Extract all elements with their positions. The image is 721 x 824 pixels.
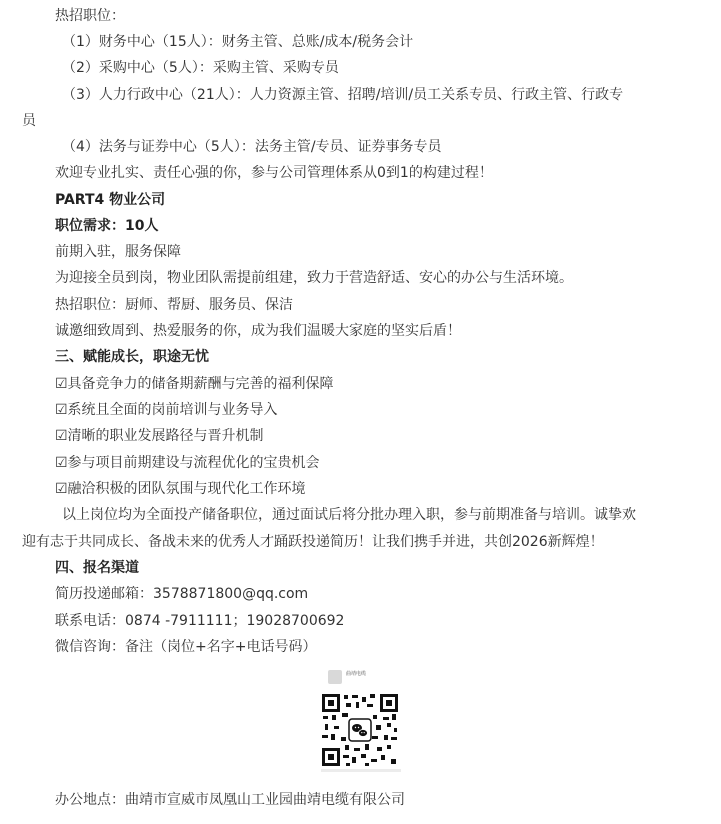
office-address: 办公地点：曲靖市宣威市凤凰山工业园曲靖电缆有限公司 — [55, 792, 405, 808]
property-desc: 为迎接全员到岗，物业团队需提前组建，致力于营造舒适、安心的办公与生活环境。 — [55, 270, 573, 286]
section4-heading: 四、报名渠道 — [55, 560, 139, 576]
position-hr-admin: （3）人力行政中心（21人）：人力资源主管、招聘/培训/员工关系专员、行政主管、行政专 — [62, 87, 624, 103]
contact-phone: 联系电话：0874 -7911111；19028700692 — [55, 613, 345, 629]
benefit-5: ☑融洽积极的团队氛围与现代化工作环境 — [55, 481, 306, 497]
welcome-text: 欢迎专业扎实、责任心强的你，参与公司管理体系从0到1的构建过程！ — [55, 165, 493, 181]
wechat-consult: 微信咨询：备注（岗位+名字+电话号码） — [55, 639, 317, 655]
qr-card-name: 曲靖电缆 — [346, 671, 367, 677]
qr-code-image — [321, 693, 399, 767]
position-purchasing: （2）采购中心（5人）：采购主管、采购专员 — [62, 60, 339, 76]
property-invite: 诚邀细致周到、热爱服务的你，成为我们温暖大家庭的坚实后盾！ — [55, 323, 461, 339]
benefit-1: ☑具备竞争力的储备期薪酬与完善的福利保障 — [55, 376, 334, 392]
hot-positions-title: 热招职位： — [55, 8, 125, 24]
summary-line-2: 迎有志于共同成长、备战未来的优秀人才踊跃投递简历！让我们携手并进，共创2026新辉煌！ — [22, 534, 604, 550]
position-finance: （1）财务中心（15人）：财务主管、总账/成本/税务会计 — [62, 34, 414, 50]
qr-code-card — [313, 665, 408, 775]
early-service: 前期入驻，服务保障 — [55, 244, 181, 260]
part4-heading: PART4 物业公司 — [55, 192, 166, 208]
benefit-4: ☑参与项目前期建设与流程优化的宝贵机会 — [55, 455, 320, 471]
position-hr-admin-cont: 员 — [22, 113, 36, 129]
benefit-2: ☑系统且全面的岗前培训与业务导入 — [55, 402, 278, 418]
summary-line-1: 以上岗位均为全面投产储备职位，通过面试后将分批办理入职，参与前期准备与培训。诚挚欢 — [62, 507, 636, 523]
property-positions: 热招职位：厨师、帮厨、服务员、保洁 — [55, 297, 293, 313]
section3-heading: 三、赋能成长，职途无忧 — [55, 349, 209, 365]
job-demand: 职位需求：10人 — [55, 218, 159, 234]
position-legal: （4）法务与证券中心（5人）：法务主管/专员、证券事务专员 — [62, 139, 442, 155]
qr-hint-bar — [321, 769, 401, 772]
contact-email: 简历投递邮箱：3578871800@qq.com — [55, 586, 309, 602]
avatar — [328, 670, 342, 684]
benefit-3: ☑清晰的职业发展路径与晋升机制 — [55, 428, 264, 444]
